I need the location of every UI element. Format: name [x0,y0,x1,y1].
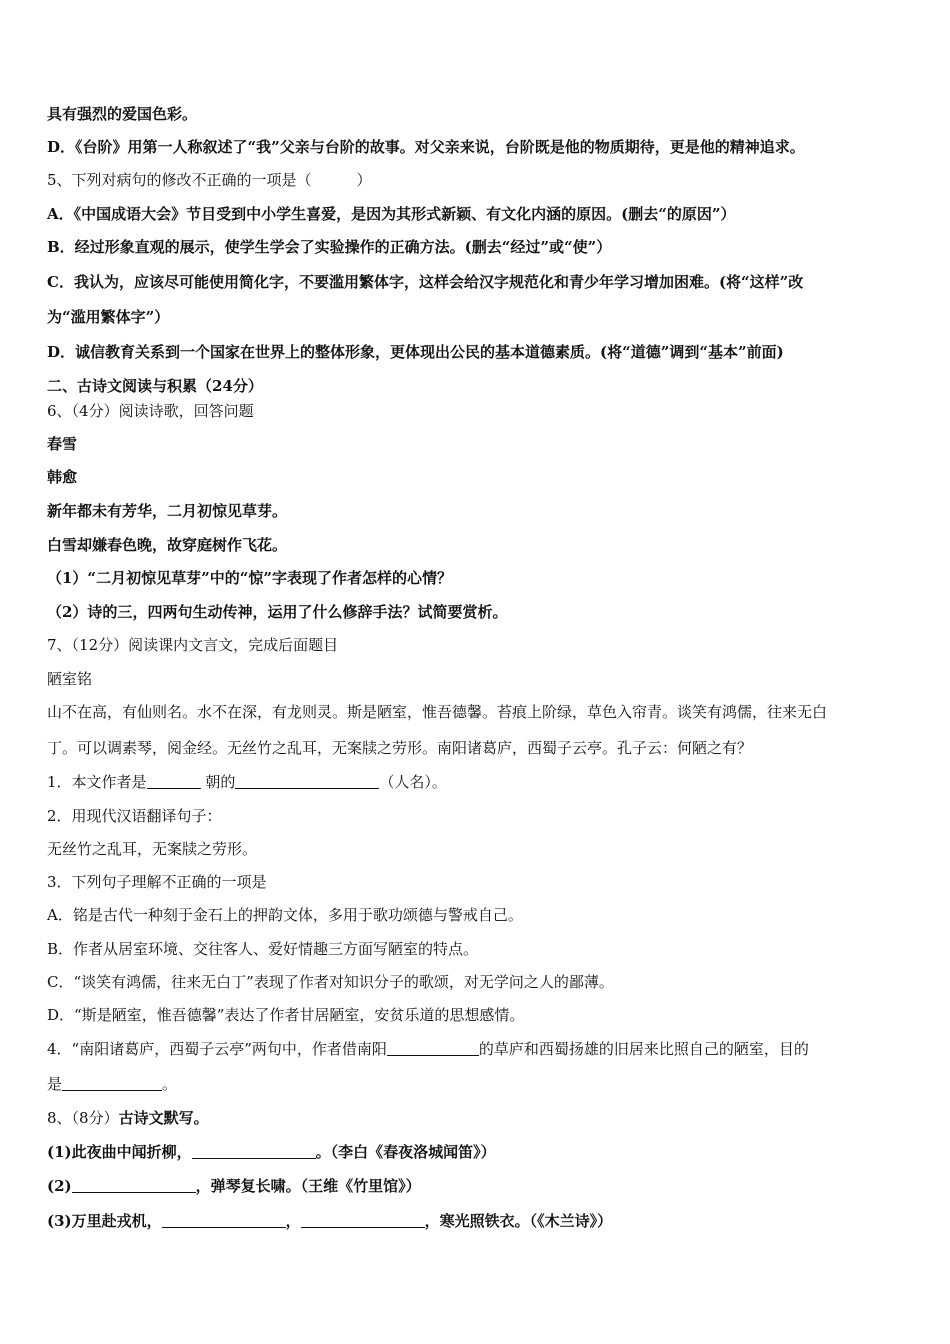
q6-sub-1: （1）“二月初惊见草芽”中的“惊”字表现了作者怎样的心情？ [47,569,452,587]
q8-text: ，寒光照铁衣。（《木兰诗》） [424,1212,613,1230]
answer-blank[interactable] [62,1075,162,1091]
q8-sub-2 [47,1176,421,1196]
q7-sub-1-text: 朝的 [205,773,236,791]
passage-text: 丁。可以调素琴，阅金经。无丝竹之乱耳，无案牍之劳形。南阳诸葛庐，西蜀子云亭。孔子云：何陋之有？ [47,739,753,757]
text-line: 具有强烈的爱国色彩。 [47,105,198,123]
poem-line: 白雪却嫌春色晚，故穿庭树作飞花。 [47,536,288,554]
q7-sub-4 [47,1039,809,1059]
answer-blank[interactable] [235,773,379,789]
q8-text: (2) [47,1177,72,1195]
passage-text: 山不在高，有仙则名。水不在深，有龙则灵。斯是陋室，惟吾德馨。苔痕上阶绿，草色入帘青。谈笑有鸿儒，往来无白 [47,703,828,721]
q8-text: (3)万里赴戎机， [47,1212,162,1230]
passage-title: 陋室铭 [47,670,93,688]
q8-text: (1)此夜曲中闻折柳， [47,1143,192,1161]
q7-sub-3-option-a: A．铭是古代一种刻于金石上的押韵文体，多用于歌功颂德与警戒自己。 [47,906,523,924]
q6-sub-2: （2）诗的三，四两句生动传神，运用了什么修辞手法？试简要赏析。 [47,603,508,621]
poem-title: 春雪 [47,435,78,453]
poem-author: 韩愈 [47,468,78,486]
q5-option-d: D．诚信教育关系到一个国家在世界上的整体形象，更体现出公民的基本道德素质。(将“道德”调到“基本”前面) [47,343,784,361]
q8-sub-3 [47,1211,612,1231]
answer-blank[interactable] [162,1212,286,1228]
q5-option-a: A．《中国成语大会》节目受到中小学生喜爱，是因为其形式新颖、有文化内涵的原因。(删去“的原因”） [47,205,736,223]
q7-sub-3-option-b: B．作者从居室环境、交往客人、爱好情趣三方面写陋室的特点。 [47,940,479,958]
q8-sub-1 [47,1142,496,1162]
question-6: 6、（4分）阅读诗歌，回答问题 [47,402,254,420]
q7-sub-4-text: 。 [162,1075,178,1093]
question-8-number: 8、（8分） [47,1109,119,1127]
question-8-title: 古诗文默写。 [118,1109,209,1127]
q7-sub-4-text: 是 [47,1075,63,1093]
section-heading: 二、古诗文阅读与积累（24分） [47,377,263,395]
q7-sub-3: 3．下列句子理解不正确的一项是 [47,873,267,891]
q7-sub-4-cont [47,1074,177,1094]
q5-option-c-cont: 为“滥用繁体字”） [47,308,170,326]
q7-sub-3-option-c: C．“谈笑有鸿儒，往来无白丁”表现了作者对知识分子的歌颂，对无学问之人的鄙薄。 [47,973,614,991]
q7-sub-1-text: （人名）。 [379,773,447,791]
q7-sub-4-text: 的草庐和西蜀扬雄的旧居来比照自己的陋室，目的 [478,1040,809,1058]
q7-sub-2: 2．用现代汉语翻译句子： [47,807,222,825]
q8-text: 。（李白《春夜洛城闻笛》） [315,1143,496,1161]
q7-sub-1 [47,772,447,792]
answer-blank[interactable] [301,1212,425,1228]
question-5: 5、下列对病句的修改不正确的一项是（ ） [47,171,372,189]
q7-sub-4-text: 4．“南阳诸葛庐，西蜀子云亭”两句中，作者借南阳 [47,1040,387,1058]
question-7: 7、（12分）阅读课内文言文，完成后面题目 [47,636,339,654]
answer-blank[interactable] [72,1177,196,1193]
q8-text: ， [285,1212,301,1230]
option-d-line: D．《台阶》用第一人称叙述了“我”父亲与台阶的故事。对父亲来说，台阶既是他的物质期待，更是他的精神追求。 [47,138,805,156]
q5-option-c: C．我认为，应该尽可能使用简化字，不要滥用繁体字，这样会给汉字规范化和青少年学习增加困难。(将“这样”改 [47,273,804,291]
answer-blank[interactable] [147,773,201,789]
q7-sub-1-text: 1．本文作者是 [47,773,147,791]
q7-sub-3-option-d: D．“斯是陋室，惟吾德馨”表达了作者甘居陋室，安贫乐道的思想感情。 [47,1006,525,1024]
q7-sub-2-sentence: 无丝竹之乱耳，无案牍之劳形。 [47,840,258,858]
question-8 [47,1108,209,1128]
answer-blank[interactable] [192,1143,316,1159]
q8-text: ，弹琴复长啸。（王维《竹里馆》） [195,1177,421,1195]
q5-option-b: B．经过形象直观的展示，使学生学会了实验操作的正确方法。(删去“经过”或“使”） [47,238,612,256]
poem-line: 新年都未有芳华，二月初惊见草芽。 [47,502,288,520]
answer-blank[interactable] [387,1040,479,1056]
